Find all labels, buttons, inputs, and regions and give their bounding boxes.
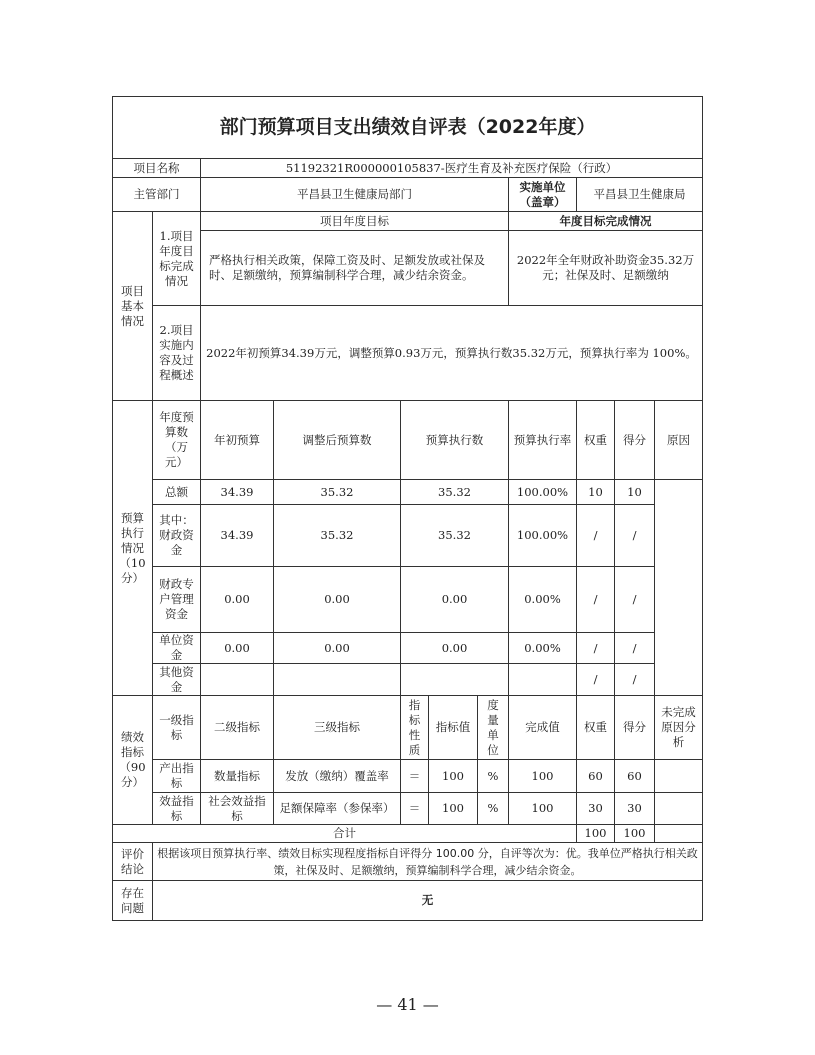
row-name: 其他资金 xyxy=(153,664,201,696)
perf-header: 度量单位 xyxy=(478,696,509,760)
budget-row xyxy=(113,633,703,664)
initial: 34.39 xyxy=(201,505,274,567)
rate: 100.00% xyxy=(509,505,577,567)
table-title: 部门预算项目支出绩效自评表（2022年度） xyxy=(113,97,703,159)
budget-header: 预算执行率 xyxy=(509,401,577,480)
perf-header: 权重 xyxy=(577,696,615,760)
adjusted: 0.00 xyxy=(274,567,401,633)
budget-header: 权重 xyxy=(577,401,615,480)
project-name-label: 项目名称 xyxy=(113,159,201,178)
perf-header: 一级指标 xyxy=(153,696,201,760)
executed: 35.32 xyxy=(401,505,509,567)
reason xyxy=(655,760,703,793)
initial xyxy=(201,664,274,696)
perf-header: 未完成原因分析 xyxy=(655,696,703,760)
score: / xyxy=(615,633,655,664)
perf-header: 完成值 xyxy=(509,696,577,760)
perf-header: 三级指标 xyxy=(274,696,401,760)
score: / xyxy=(615,567,655,633)
perf-header: 二级指标 xyxy=(201,696,274,760)
l2: 社会效益指标 xyxy=(201,793,274,825)
rate: 0.00% xyxy=(509,633,577,664)
dept-label: 主管部门 xyxy=(113,178,201,212)
budget-row xyxy=(113,505,703,567)
completion-header: 年度目标完成情况 xyxy=(509,212,703,231)
adjusted: 35.32 xyxy=(274,505,401,567)
dept-value: 平昌县卫生健康局部门 xyxy=(201,178,509,212)
conclusion-text: 根据该项目预算执行率、绩效目标实现程度指标自评得分 100.00 分，自评等次为：优。我单位严格执行相关政策，社保及时、足额缴纳，预算编制科学合理，减少结余资金。 xyxy=(153,843,703,881)
nature: ＝ xyxy=(401,793,429,825)
score: 30 xyxy=(615,793,655,825)
budget-row xyxy=(113,567,703,633)
actual: 100 xyxy=(509,793,577,825)
executed: 0.00 xyxy=(401,633,509,664)
unit: % xyxy=(478,793,509,825)
executed: 0.00 xyxy=(401,567,509,633)
rate: 100.00% xyxy=(509,480,577,505)
executed: 35.32 xyxy=(401,480,509,505)
initial: 0.00 xyxy=(201,567,274,633)
row-name: 财政专户管理资金 xyxy=(153,567,201,633)
budget-header: 年初预算 xyxy=(201,401,274,480)
nature: ＝ xyxy=(401,760,429,793)
initial: 0.00 xyxy=(201,633,274,664)
unit-label: 实施单位（盖章） xyxy=(509,178,577,212)
l3: 发放（缴纳）覆盖率 xyxy=(274,760,401,793)
issues-label: 存在问题 xyxy=(113,881,153,921)
target: 100 xyxy=(429,793,478,825)
budget-header: 原因 xyxy=(655,401,703,480)
page-number: — 41 — xyxy=(376,995,439,1014)
budget-header: 年度预算数（万元） xyxy=(153,401,201,480)
perf-label: 绩效指标（90分） xyxy=(113,696,153,825)
impl-label: 2.项目实施内容及过程概述 xyxy=(153,306,201,401)
perf-row xyxy=(113,760,703,793)
unit-value: 平昌县卫生健康局 xyxy=(577,178,703,212)
score: 10 xyxy=(615,480,655,505)
adjusted xyxy=(274,664,401,696)
weight: / xyxy=(577,633,615,664)
performance-self-evaluation-table xyxy=(112,96,703,921)
completion-text: 2022年全年财政补助资金35.32万元；社保及时、足额缴纳 xyxy=(509,231,703,306)
row-name: 单位资金 xyxy=(153,633,201,664)
total-reason xyxy=(655,825,703,843)
l1: 效益指标 xyxy=(153,793,201,825)
project-name-value: 51192321R000000105837-医疗生育及补充医疗保险（行政） xyxy=(201,159,703,178)
actual: 100 xyxy=(509,760,577,793)
row-name: 其中：财政资金 xyxy=(153,505,201,567)
total-weight: 100 xyxy=(577,825,615,843)
budget-header: 预算执行数 xyxy=(401,401,509,480)
unit: % xyxy=(478,760,509,793)
total-score: 100 xyxy=(615,825,655,843)
adjusted: 35.32 xyxy=(274,480,401,505)
impl-text: 2022年初预算34.39万元，调整预算0.93万元，预算执行数35.32万元，预算执行率为 100%。 xyxy=(201,306,703,401)
perf-header: 指标值 xyxy=(429,696,478,760)
rate xyxy=(509,664,577,696)
l1: 产出指标 xyxy=(153,760,201,793)
basic-label: 项目基本情况 xyxy=(113,212,153,401)
reason xyxy=(655,793,703,825)
budget-header: 调整后预算数 xyxy=(274,401,401,480)
weight: 30 xyxy=(577,793,615,825)
score: / xyxy=(615,664,655,696)
l2: 数量指标 xyxy=(201,760,274,793)
perf-row xyxy=(113,793,703,825)
weight: / xyxy=(577,567,615,633)
goal-header: 项目年度目标 xyxy=(201,212,509,231)
goal-label: 1.项目年度目标完成情况 xyxy=(153,212,201,306)
goal-text: 严格执行相关政策，保障工资及时、足额发放或社保及时、足额缴纳，预算编制科学合理，减少结余资金。 xyxy=(201,231,509,306)
reason-cell xyxy=(655,480,703,696)
perf-header: 得分 xyxy=(615,696,655,760)
weight: / xyxy=(577,505,615,567)
budget-header: 得分 xyxy=(615,401,655,480)
issues-text: 无 xyxy=(153,881,703,921)
budget-row xyxy=(113,664,703,696)
budget-row xyxy=(113,480,703,505)
perf-header: 指标性质 xyxy=(401,696,429,760)
budget-label: 预算执行情况（10分） xyxy=(113,401,153,696)
adjusted: 0.00 xyxy=(274,633,401,664)
l3: 足额保障率（参保率） xyxy=(274,793,401,825)
total-label: 合计 xyxy=(113,825,577,843)
rate: 0.00% xyxy=(509,567,577,633)
score: / xyxy=(615,505,655,567)
initial: 34.39 xyxy=(201,480,274,505)
weight: 60 xyxy=(577,760,615,793)
executed xyxy=(401,664,509,696)
row-name: 总额 xyxy=(153,480,201,505)
conclusion-label: 评价结论 xyxy=(113,843,153,881)
weight: 10 xyxy=(577,480,615,505)
score: 60 xyxy=(615,760,655,793)
target: 100 xyxy=(429,760,478,793)
weight: / xyxy=(577,664,615,696)
